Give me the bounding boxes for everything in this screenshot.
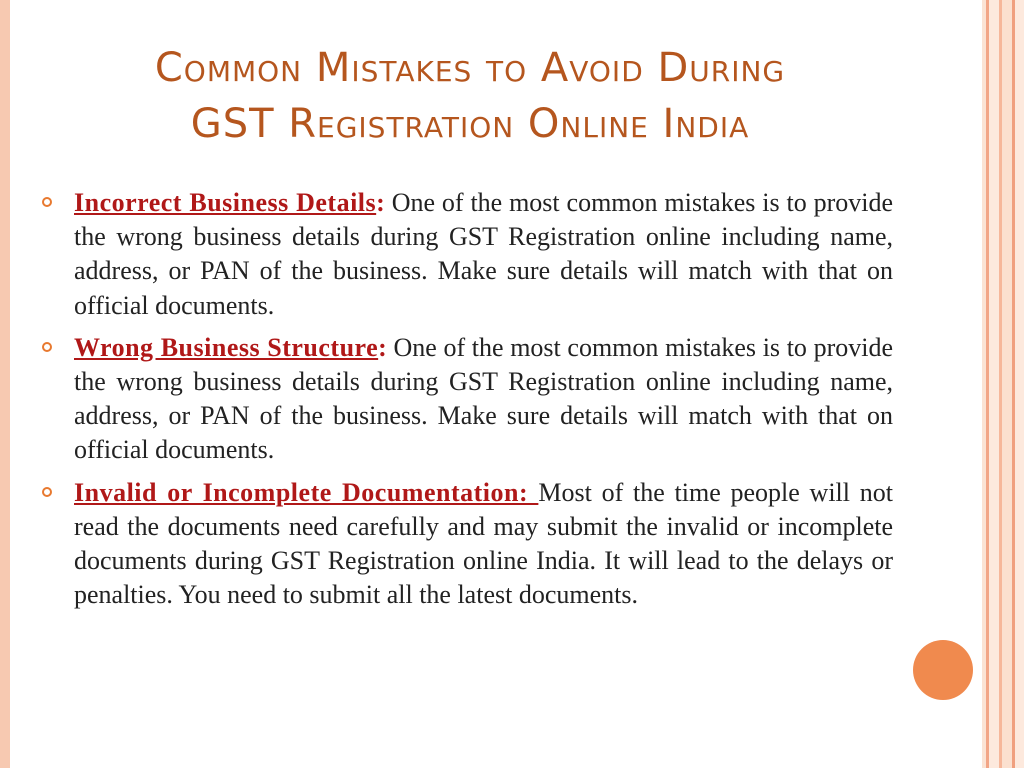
left-border	[0, 0, 10, 768]
item-term: Invalid or Incomplete Documentation:	[74, 477, 539, 507]
item-text: One of the most common mistakes is to provide the wrong business details during GST Registration online including name, address, or PAN of the business. Make sure details will match with that on official documents.	[74, 332, 894, 465]
list-item	[40, 476, 893, 613]
item-colon: :	[378, 332, 387, 362]
item-colon: :	[376, 188, 385, 217]
item-text: One of the most common mistakes is to provide the wrong business details during GST Registration online including name, address, or PAN of the business. Make sure details will match with that on official documents.	[74, 188, 894, 320]
bullet-ring-icon	[42, 197, 52, 207]
title-line-1: Common Mistakes to Avoid During	[154, 45, 786, 91]
slide-title	[60, 40, 880, 152]
decorative-circle	[913, 640, 973, 700]
list-item	[40, 186, 893, 323]
item-term: Incorrect Business Details	[74, 188, 377, 217]
title-line-2: GST Registration Online India	[190, 101, 750, 147]
right-border-stripes	[982, 0, 1024, 768]
item-term: Wrong Business Structure	[74, 332, 379, 362]
bullet-ring-icon	[42, 342, 52, 352]
list-item	[40, 331, 893, 468]
bullet-ring-icon	[42, 487, 52, 497]
mistakes-list	[40, 186, 893, 620]
item-text: Most of the time people will not read the documents need carefully and may submit the invalid or incomplete documents during GST Registration online India. It will lead to the delays or penalties. You need to submit all the latest documents.	[74, 477, 893, 610]
